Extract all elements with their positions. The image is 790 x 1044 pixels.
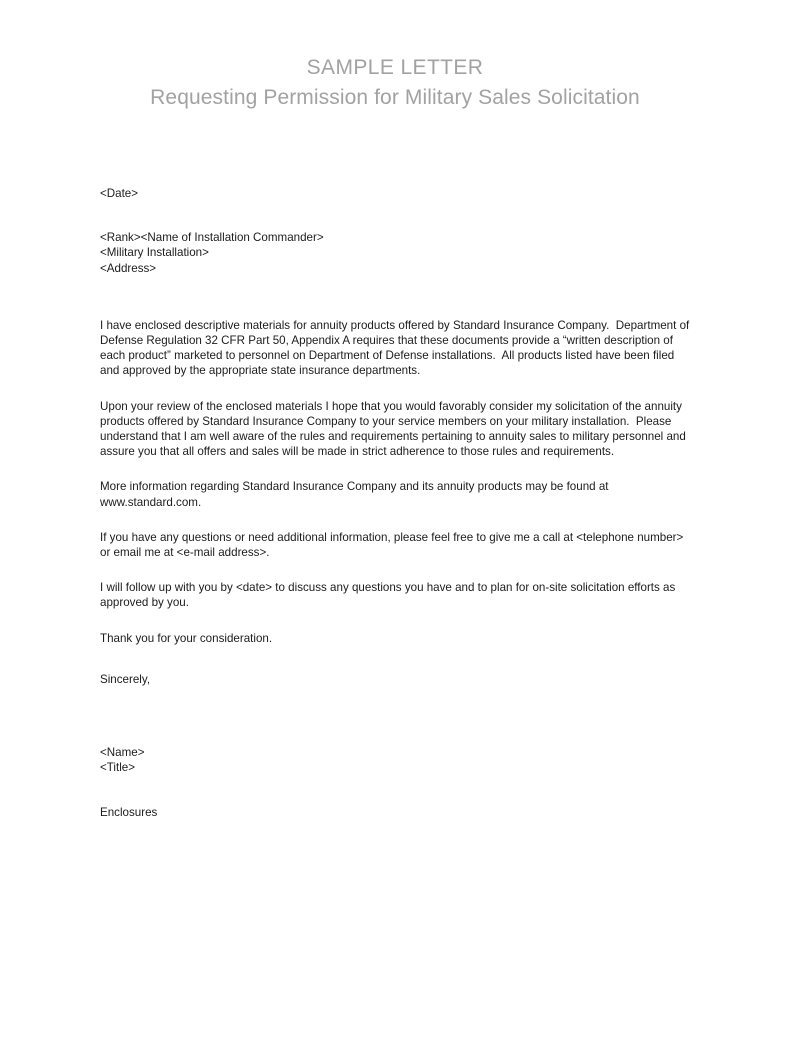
spacer [100, 276, 692, 318]
page-title: SAMPLE LETTER [306, 56, 484, 79]
spacer [100, 775, 692, 805]
date-placeholder: <Date> [100, 187, 139, 200]
paragraph-thank-you: Thank you for your consideration. [100, 631, 273, 645]
spacer [100, 560, 692, 580]
recipient-address-block [100, 230, 692, 276]
recipient-line-address: <Address> [100, 261, 157, 275]
letter-body [100, 186, 692, 821]
document-header [0, 55, 790, 111]
closing-salutation: Sincerely, [100, 672, 151, 686]
spacer [100, 510, 692, 530]
recipient-line-rank-name: <Rank><Name of Installation Commander> [100, 231, 324, 245]
spacer [100, 646, 692, 672]
signature-name-placeholder: <Name> [100, 746, 145, 760]
enclosures-label: Enclosures [100, 806, 158, 820]
recipient-line-installation: <Military Installation> [100, 246, 209, 260]
spacer [100, 201, 692, 230]
signature-block [100, 745, 692, 775]
spacer [100, 379, 692, 399]
paragraph-follow-up: I will follow up with you by <date> to discuss any questions you have and to plan for on-site solicitation efforts as approved by you. [100, 581, 679, 610]
spacer [100, 459, 692, 479]
paragraph-more-information: More information regarding Standard Insurance Company and its annuity products may be found at www.standard.com. [100, 480, 612, 509]
page-subtitle: Requesting Permission for Military Sales Solicitation [150, 86, 640, 109]
paragraph-solicitation-request: Upon your review of the enclosed materials I hope that you would favorably consider my solicitation of the annuity products offered by Standard Insurance Company to your service members on your military installation. Please understand that I am well aware of the rules and requirements pertaining to annuity sales to military personnel and assure you that all offers and sales will be made in strict adherence to those rules and requirements. [100, 399, 690, 459]
signature-space [100, 687, 692, 745]
spacer [100, 611, 692, 631]
paragraph-enclosed-materials: I have enclosed descriptive materials for annuity products offered by Standard Insurance Company. Department of Defense Regulation 32 CFR Part 50, Appendix A requires that these documents provide a “written description of each product” marketed to personnel on Department of Defense installations. All products listed have been filed and approved by the appropriate state insurance departments. [100, 318, 693, 378]
paragraph-contact-info: If you have any questions or need additional information, please feel free to give me a call at <telephone number> or email me at <e-mail address>. [100, 530, 687, 560]
signature-title-placeholder: <Title> [100, 761, 136, 775]
